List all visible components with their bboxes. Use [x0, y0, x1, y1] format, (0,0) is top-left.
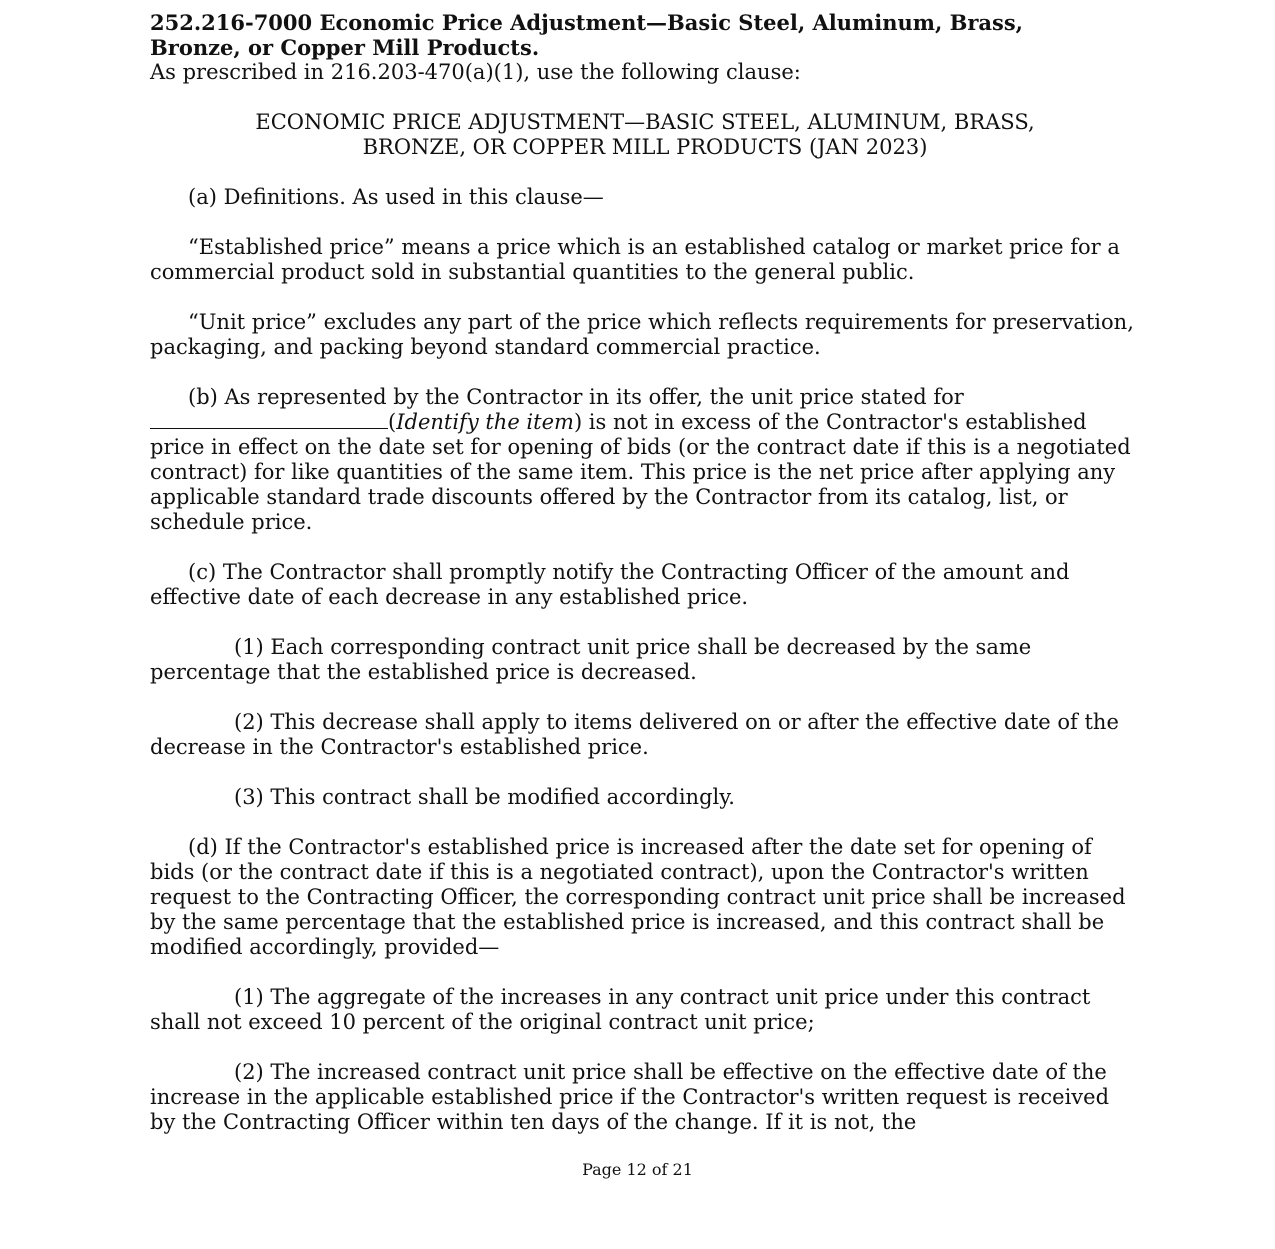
page-number-footer: Page 12 of 21: [582, 1160, 693, 1179]
paragraph-d: (d) If the Contractor's established price is increased after the date set for opening of bids (or the contract date if this is a negotiated contract), upon the Contractor's written request to the Contracting Officer, the corresponding contract unit price shall be increased by the same percentage that the established price is increased, and this contract shall be modified accordingly, provided—: [150, 835, 1126, 959]
paragraph-c: (c) The Contractor shall promptly notify the Contracting Officer of the amount and effective date of each decrease in any established price.: [150, 560, 1070, 609]
paragraph-b: (b) As represented by the Contractor in its offer, the unit price stated for (Identify the item) is not in excess of the Contractor's established price in effect on the date set for opening of bids (or the contract date if this is a negotiated contract) for like quantities of the same item. This price is the net price after applying any applicable standard trade discounts offered by the Contractor from its catalog, list, or schedule price.: [150, 385, 1131, 534]
paragraph-d2: (2) The increased contract unit price shall be effective on the effective date of the increase in the applicable established price if the Contractor's written request is received by the Contracting Officer within ten days of the change. If it is not, the: [150, 1060, 1110, 1134]
prescription-text: As prescribed in 216.203-470(a)(1), use the following clause:: [150, 60, 801, 84]
clause-title-line1: ECONOMIC PRICE ADJUSTMENT—BASIC STEEL, ALUMINUM, BRASS,: [255, 110, 1035, 134]
definition-unit-price: “Unit price” excludes any part of the price which reflects requirements for preservation, packaging, and packing beyond standard commercial practice.: [150, 310, 1134, 359]
paragraph-c2: (2) This decrease shall apply to items delivered on or after the effective date of the decrease in the Contractor's established price.: [150, 710, 1119, 759]
clause-title-line2: BRONZE, OR COPPER MILL PRODUCTS (JAN 2023): [362, 135, 928, 159]
paragraph-a: (a) Definitions. As used in this clause—: [188, 185, 604, 209]
paragraph-c3: (3) This contract shall be modified accordingly.: [234, 785, 735, 809]
definition-established-price: “Established price” means a price which is an established catalog or market price for a commercial product sold in substantial quantities to the general public.: [150, 235, 1120, 284]
paragraph-b-rest: ) is not in excess of the Contractor's established price in effect on the date set for opening of bids (or the contract date if this is a negotiated contract) for like quantities of the same item. This price is the net price after applying any applicable standard trade discounts offered by the Contractor from its catalog, list, or schedule price.: [150, 410, 1131, 534]
clause-title: [190, 110, 1100, 160]
clause-heading-line2: Bronze, or Copper Mill Products.: [150, 35, 540, 60]
document-page: [150, 10, 1140, 1135]
clause-heading-line1: 252.216-7000 Economic Price Adjustment—Basic Steel, Aluminum, Brass,: [150, 10, 1023, 35]
paragraph-c1: (1) Each corresponding contract unit price shall be decreased by the same percentage that the established price is decreased.: [150, 635, 1032, 684]
paragraph-d1: (1) The aggregate of the increases in any contract unit price under this contract shall not exceed 10 percent of the original contract unit price;: [150, 985, 1091, 1034]
identify-item-hint: Identify the item: [396, 410, 574, 434]
clause-heading: [150, 10, 1140, 60]
identify-item-blank: [150, 410, 388, 429]
paragraph-b-start: (b) As represented by the Contractor in its offer, the unit price stated for: [188, 385, 964, 409]
